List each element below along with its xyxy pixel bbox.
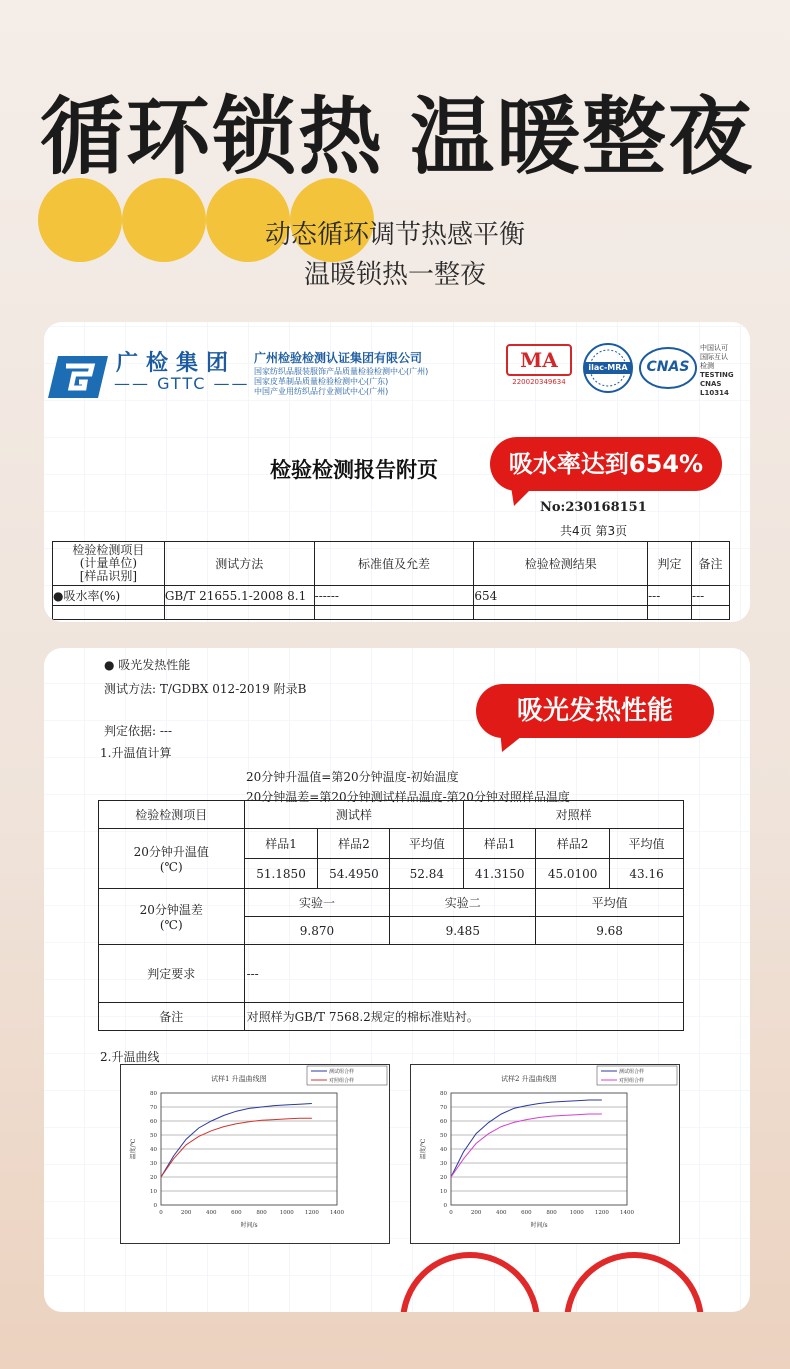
formula1: 20分钟升温值=第20分钟温度-初始温度 [246,770,459,784]
x-tick-label: 400 [496,1210,507,1216]
table-cell: 654 [474,586,648,606]
report-number: No:230168151 [540,500,647,515]
headline-part1: 循环锁热 [40,88,385,186]
y-tick-label: 40 [440,1147,447,1153]
x-tick-label: 1400 [620,1210,634,1216]
table-cell: 54.4950 [318,859,390,889]
org-line: 中国产业用纺织品行业测试中心(广州) [254,387,389,396]
header-judge: 判定 [648,542,692,586]
chart-title: 试样2 升温曲线图 [501,1075,557,1083]
table-cell: 51.1850 [244,859,318,889]
sub-header: 样品2 [536,829,610,859]
cma-icon: MA [506,344,572,376]
req-value: --- [244,945,683,1003]
heat-curve-chart-2 [410,1064,680,1244]
diff-header: 实验二 [390,889,536,917]
chart-title: 试样1 升温曲线图 [211,1075,267,1083]
heat-curve-chart-1 [120,1064,390,1244]
table-cell: GB/T 21655.1-2008 8.1 [164,586,314,606]
header-test: 测试样 [244,801,464,829]
absorption-bubble: 吸水率达到654% [490,437,722,491]
heat-card [44,648,750,1312]
header-item: 检验检测项目 [99,801,245,829]
series-line [451,1114,602,1177]
x-tick-label: 200 [470,1210,482,1216]
sub-header: 平均值 [390,829,464,859]
x-tick-label: 200 [180,1210,192,1216]
table-cell: ●吸水率(%) [53,586,165,606]
y-tick-label: 50 [440,1133,447,1139]
bubble-tail-icon [500,728,532,754]
absorption-table [52,541,730,620]
table-cell: 45.0100 [536,859,610,889]
x-axis-label: 时间/s [530,1222,548,1229]
legend-label: 测试组合样 [329,1069,355,1075]
x-tick-label: 1200 [594,1210,609,1216]
sub-header: 样品1 [464,829,536,859]
org-line: 国家皮革制品质量检验检测中心(广东) [254,377,389,386]
y-tick-label: 50 [150,1133,157,1139]
y-tick-label: 40 [150,1147,157,1153]
x-tick-label: 1000 [569,1210,584,1216]
y-axis-label: 温度/℃ [130,1138,137,1160]
report-title: 检验检测报告附页 [270,458,438,482]
header-control: 对照样 [464,801,684,829]
table-cell: 52.84 [390,859,464,889]
table-cell: 9.68 [536,917,684,945]
y-tick-label: 20 [150,1175,157,1181]
diff-label: 20分钟温差 (℃) [99,889,245,945]
x-tick-label: 1200 [304,1210,319,1216]
y-tick-label: 30 [150,1161,157,1167]
x-tick-label: 600 [231,1210,242,1216]
x-tick-label: 1400 [330,1210,344,1216]
page-info: 共4页 第3页 [560,524,628,538]
sub-header: 平均值 [610,829,684,859]
gttc-logo-icon [48,352,112,402]
subtitle-line1: 动态循环调节热感平衡 [264,220,525,250]
test-method: 测试方法: T/GDBX 012-2019 附录B [104,682,307,696]
table-cell: 9.870 [244,917,390,945]
note-value: 对照样为GB/T 7568.2规定的棉标准贴衬。 [244,1003,683,1031]
subtitle-line2: 温暖锁热一整夜 [303,260,486,290]
x-tick-label: 400 [206,1210,217,1216]
x-tick-label: 0 [159,1210,163,1216]
table-cell: ------ [314,586,474,606]
diff-header: 平均值 [536,889,684,917]
series-line [161,1118,312,1177]
y-tick-label: 10 [150,1189,157,1195]
sub-header: 样品1 [244,829,318,859]
rise-label: 20分钟升温值 (℃) [99,829,245,889]
heat-table [98,800,684,1031]
ilac-label: ilac-MRA [588,363,628,372]
sub-header: 样品2 [318,829,390,859]
y-tick-label: 60 [440,1119,447,1125]
bubble-tail-icon [510,480,540,508]
legend-label: 测试组合样 [619,1069,645,1075]
official-stamp [400,1252,540,1312]
table-cell: 9.485 [390,917,536,945]
series-line [161,1104,312,1178]
header-method: 测试方法 [164,542,314,586]
y-tick-label: 70 [150,1105,157,1111]
header-remark: 备注 [692,542,730,586]
formula2: 20分钟温差=第20分钟测试样品温度-第20分钟对照样品温度 [246,790,570,804]
x-axis-label: 时间/s [240,1222,258,1229]
legend-label: 对照组合样 [329,1078,355,1084]
table-cell: --- [692,586,730,606]
report-card [44,322,750,622]
y-tick-label: 20 [440,1175,447,1181]
note-label: 备注 [99,1003,245,1031]
x-tick-label: 800 [256,1210,267,1216]
table-cell: --- [648,586,692,606]
x-tick-label: 600 [521,1210,532,1216]
judge-basis: 判定依据: --- [104,724,173,738]
cnas-label: CNAS [646,359,690,375]
x-tick-label: 1000 [279,1210,294,1216]
req-label: 判定要求 [99,945,245,1003]
x-tick-label: 0 [449,1210,453,1216]
y-axis-label: 温度/℃ [420,1138,427,1160]
cma-mark [506,344,572,390]
y-tick-label: 30 [440,1161,447,1167]
diff-header: 实验一 [244,889,390,917]
y-tick-label: 0 [153,1203,157,1209]
cnas-text: 中国认可 国际互认 检测 TESTING CNAS L10314 [700,344,734,397]
cma-number: 220020349634 [512,378,566,386]
y-tick-label: 60 [150,1119,157,1125]
y-tick-label: 70 [440,1105,447,1111]
series-line [451,1100,602,1177]
y-tick-label: 80 [150,1091,157,1097]
header-item: 检验检测项目 (计量单位) [样品识别] [53,542,165,586]
legend-label: 对照组合样 [619,1078,645,1084]
header-result: 检验检测结果 [474,542,648,586]
official-stamp [564,1252,704,1312]
step2-title: 2.升温曲线 [100,1050,160,1064]
heat-bubble: 吸光发热性能 [476,684,714,738]
header-standard: 标准值及允差 [314,542,474,586]
y-tick-label: 0 [443,1203,447,1209]
y-tick-label: 80 [440,1091,447,1097]
org-name: 广州检验检测认证集团有限公司 [254,351,423,365]
logo-en: —— GTTC —— [114,374,250,393]
logo-cn: 广检集团 [116,351,237,376]
x-tick-label: 800 [546,1210,557,1216]
org-line: 国家纺织品服装服饰产品质量检验检测中心(广州) [254,367,429,376]
y-tick-label: 10 [440,1189,447,1195]
table-cell: 41.3150 [464,859,536,889]
section-title: ● 吸光发热性能 [104,658,191,672]
table-cell: 43.16 [610,859,684,889]
step1-title: 1.升温值计算 [100,746,172,760]
headline-part2: 温暖整夜 [410,88,755,186]
headline-title [40,82,760,192]
